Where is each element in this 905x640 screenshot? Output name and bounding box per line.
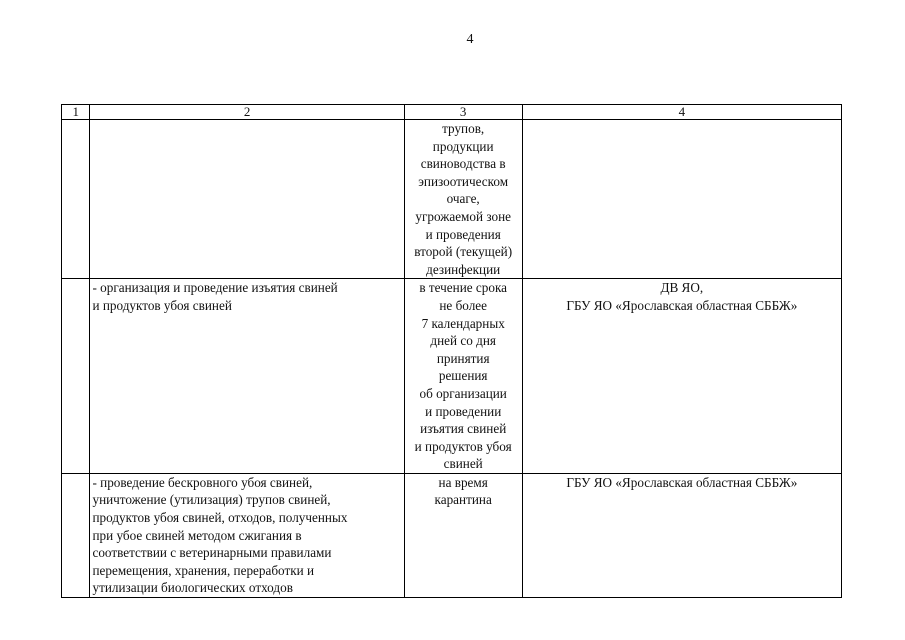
cell-text-line: перемещения, хранения, переработки и: [92, 562, 315, 578]
cell-text-line: решения: [438, 368, 488, 384]
cell-text-line: трупов,: [442, 121, 485, 136]
cell-text-line: свиноводства в: [420, 156, 506, 172]
cell-text-line: продукции: [432, 138, 494, 154]
header-cell-4: 4: [522, 105, 841, 120]
cell-text-line: эпизоотическом: [418, 173, 509, 189]
cell-text-line: и проведении: [425, 403, 502, 419]
measure-cell: [90, 120, 404, 279]
measure-cell: [90, 473, 404, 597]
cell-text-line: об организации: [419, 385, 507, 401]
cell-text-line: дезинфекции: [426, 261, 501, 277]
cell-text-line: ГБУ ЯО «Ярославская областная СББЖ»: [566, 297, 798, 313]
deadline-cell: [404, 279, 522, 474]
cell-text-line: при убое свиней методом сжигания в: [92, 527, 302, 543]
header-cell-1: 1: [62, 105, 90, 120]
cell-text-line: 7 календарных: [421, 315, 505, 331]
cell-text-line: - организация и проведение изъятия свиней: [92, 280, 338, 296]
cell-text-line: и проведения: [425, 226, 501, 242]
cell-text-line: свиней: [443, 456, 483, 472]
page-number: 4: [466, 32, 474, 47]
responsible-cell: [522, 120, 841, 279]
responsible-cell: [522, 279, 841, 474]
cell-text-line: не более: [439, 297, 487, 313]
cell-text-line: изъятия свиней: [420, 421, 507, 437]
row-number-cell: [62, 120, 90, 279]
row-number-cell: [62, 473, 90, 597]
cell-text-line: карантина: [434, 492, 492, 508]
cell-text-line: очаге,: [446, 191, 480, 207]
measures-table: [61, 104, 842, 598]
cell-text-line: угрожаемой зоне: [415, 208, 511, 224]
deadline-cell: [404, 473, 522, 597]
deadline-cell: [404, 120, 522, 279]
cell-text-line: ДВ ЯО,: [660, 280, 704, 296]
cell-text-line: уничтожение (утилизация) трупов свиней,: [92, 492, 331, 508]
cell-text-line: утилизации биологических отходов: [92, 580, 293, 596]
cell-text-line: дней со дня: [430, 333, 496, 349]
cell-text-line: второй (текущей): [414, 244, 513, 260]
cell-text-line: принятия: [436, 350, 490, 366]
row-number-cell: [62, 279, 90, 474]
table-row: [62, 279, 842, 474]
table-header-row: [62, 105, 842, 120]
cell-text-line: продуктов убоя свиней, отходов, полученных: [92, 510, 348, 526]
table-row: [62, 473, 842, 597]
cell-text-line: и продуктов убоя: [414, 438, 512, 454]
responsible-cell: [522, 473, 841, 597]
cell-text-line: в течение срока: [419, 280, 508, 296]
measure-cell: [90, 279, 404, 474]
header-cell-2: 2: [90, 105, 404, 120]
table-row: [62, 120, 842, 279]
cell-text-line: ГБУ ЯО «Ярославская областная СББЖ»: [566, 474, 798, 490]
cell-text-line: соответствии с ветеринарными правилами: [92, 545, 332, 561]
header-cell-3: 3: [404, 105, 522, 120]
cell-text-line: на время: [438, 474, 488, 490]
cell-text-line: и продуктов убоя свиней: [92, 297, 232, 313]
cell-text-line: - проведение бескровного убоя свиней,: [92, 474, 313, 490]
